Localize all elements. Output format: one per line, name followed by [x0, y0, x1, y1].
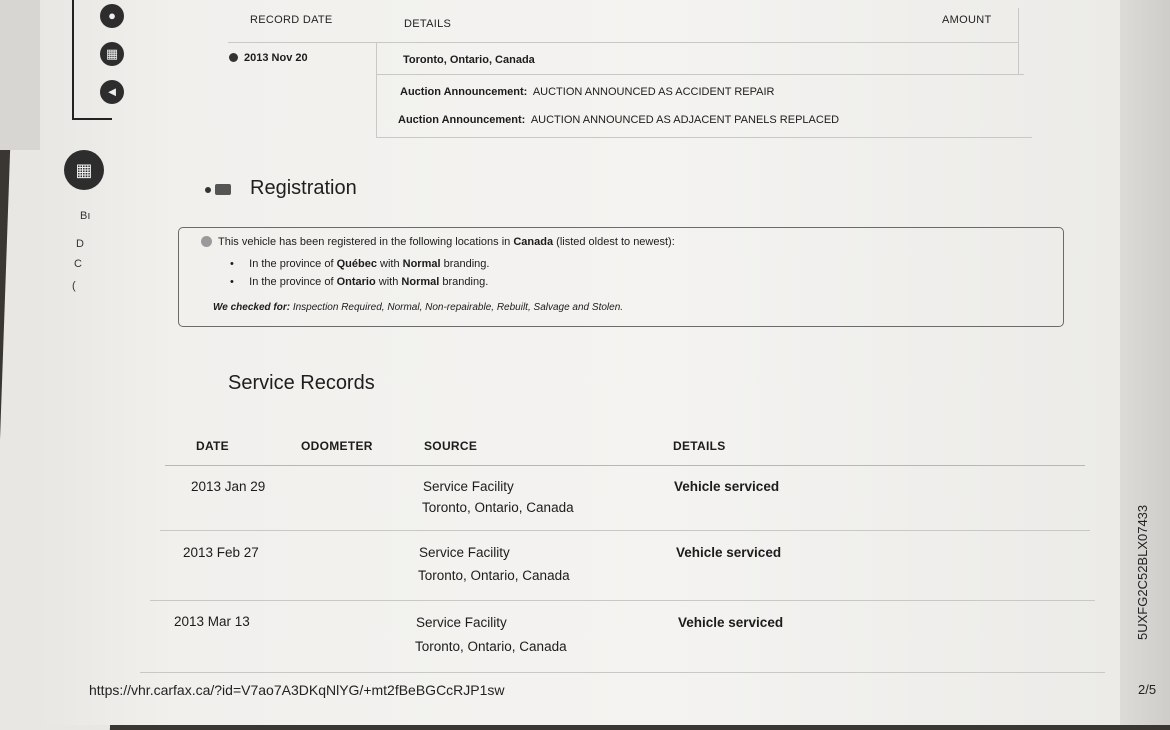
sidebar-divider-bottom [72, 118, 112, 120]
vin-number: 5UXFG2C52BLX07433 [1135, 504, 1150, 640]
edge-letter: Bı [80, 210, 91, 222]
edge-letter: ( [72, 280, 76, 292]
edge-letter: C [74, 258, 82, 270]
registration-intro: This vehicle has been registered in the following locations in Canada (listed oldest to newest): [201, 236, 675, 248]
edge-letter: D [76, 238, 84, 250]
storefront-icon: ▦ [100, 42, 124, 66]
registration-item: • In the province of Ontario with Normal branding. [230, 276, 489, 288]
row-details: Vehicle serviced [674, 479, 780, 494]
table-rule [376, 137, 1032, 138]
record-location: Toronto, Ontario, Canada [403, 54, 535, 66]
table-rule [165, 465, 1085, 466]
table-rule [160, 530, 1090, 531]
row-location: Toronto, Ontario, Canada [422, 500, 574, 515]
row-source: Service Facility [416, 615, 507, 630]
registration-title: Registration [250, 177, 357, 199]
row-details: Vehicle serviced [676, 545, 782, 560]
table-rule [376, 42, 377, 138]
table-rule [140, 672, 1105, 673]
page-url: https://vhr.carfax.ca/?id=V7ao7A3DKqNlYG/+mt2fBeBGCcRJP1sw [89, 682, 505, 698]
col-date: DATE [196, 439, 229, 453]
tag-icon: ◄ [100, 80, 124, 104]
row-date: 2013 Mar 13 [174, 614, 250, 629]
row-date: 2013 Feb 27 [183, 545, 259, 560]
col-source: SOURCE [424, 439, 478, 453]
col-details: DETAILS [404, 18, 452, 30]
record-event: Auction Announcement: AUCTION ANNOUNCED AS ADJACENT PANELS REPLACED [398, 114, 840, 126]
col-amount: AMOUNT [942, 14, 992, 26]
row-date: 2013 Jan 29 [191, 479, 266, 494]
col-odometer: ODOMETER [301, 439, 373, 453]
car-icon: ● [100, 4, 124, 28]
registration-checked: We checked for: Inspection Required, Normal, Non-repairable, Rebuilt, Salvage and Stolen. [213, 302, 624, 313]
info-icon [201, 236, 212, 247]
record-date: 2013 Nov 20 [229, 52, 308, 64]
registration-icon [205, 182, 233, 196]
record-event: Auction Announcement: AUCTION ANNOUNCED AS ACCIDENT REPAIR [400, 86, 775, 98]
registration-item: • In the province of Québec with Normal branding. [230, 258, 490, 270]
service-title: Service Records [228, 372, 375, 394]
sidebar-divider [72, 0, 74, 120]
col-record-date: RECORD DATE [250, 14, 333, 26]
row-source: Service Facility [423, 479, 514, 494]
col-details: DETAILS [673, 439, 726, 453]
table-rule [376, 74, 1024, 75]
table-rule [1018, 8, 1019, 74]
row-details: Vehicle serviced [678, 615, 784, 630]
record-bullet-icon [229, 53, 238, 62]
row-source: Service Facility [419, 545, 510, 560]
page-number: 2/5 [1138, 682, 1157, 697]
calendar-icon: ▦ [64, 150, 104, 190]
table-rule [150, 600, 1095, 601]
row-location: Toronto, Ontario, Canada [418, 568, 570, 583]
row-location: Toronto, Ontario, Canada [415, 639, 567, 654]
table-rule [228, 42, 1018, 43]
